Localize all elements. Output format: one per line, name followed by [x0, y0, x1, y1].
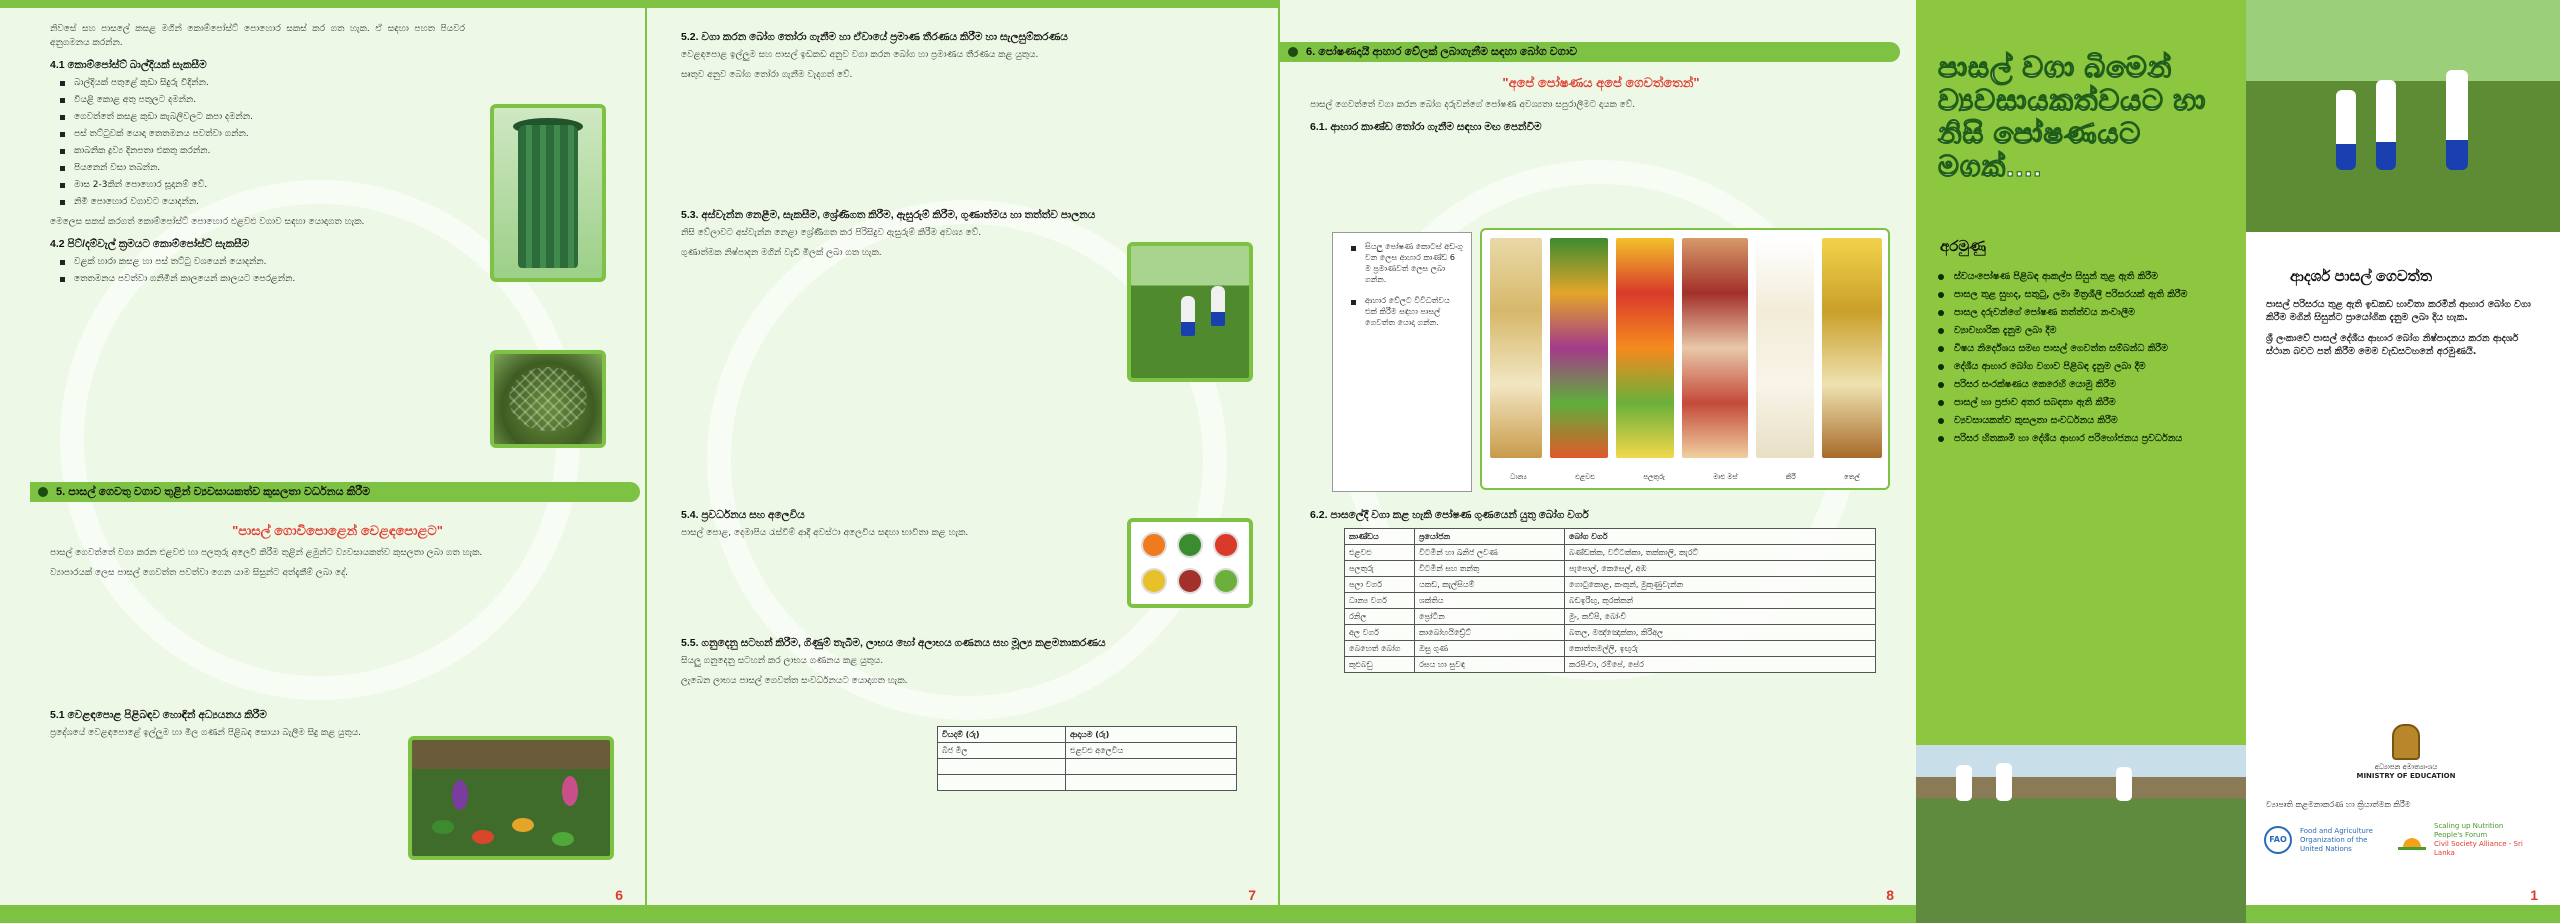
food-label: එළවළු: [1575, 473, 1595, 481]
partner-logos: [2264, 818, 2540, 862]
list-item: පස් තට්ටුවක් යොදා තෙතමනය පවත්වා ගන්න.: [50, 127, 465, 141]
list-item: වළක් හාරා කසළ හා පස් තට්ටු වශයෙන් යොදන්න.: [50, 255, 465, 269]
paragraph: පාසල් පරිසරය තුළ ඇති ඉඩකඩ භාවිතා කරමින් ආහාර බෝග වගා කිරීම මගින් සිසුන්ට ප්‍රායෝගික දැනුම ලබා දිය හැක.: [2266, 299, 2531, 323]
page-number: 7: [1248, 887, 1256, 903]
cover-intro: [2266, 298, 2536, 366]
section-5-1-content: [50, 700, 405, 746]
table-cell: බීජ මිල: [938, 743, 1066, 759]
bullet-icon: [38, 487, 48, 497]
heading-6-2-wrap: [1310, 500, 1892, 526]
students-watering-photo: [2246, 0, 2560, 232]
food-label: ධාන්‍ය: [1510, 473, 1527, 481]
list-item: කාබනික ද්‍රව්‍ය දිනපතා එකතු කරන්න.: [50, 144, 465, 158]
page-6-content: [50, 22, 465, 292]
heading-5-3: 5.3. අස්වැන්න නෙළීම, සැකසීම, ශ්‍රේණිගත කිරීම, ඇසුරුම් කිරීම, ගුණාත්මය හා තත්ත්ව පාලනය: [681, 209, 1096, 221]
paragraph: පාසල් පොළ, දෙමාපිය රැස්වීම් ආදී අවස්ථා අලෙවිය සඳහා භාවිතා කළ හැක.: [681, 528, 969, 538]
table-cell: [1066, 759, 1237, 775]
slogan: "පාසල් ගොවිපොළෙන් වෙළඳපොළට": [232, 523, 443, 538]
objective-item: පරිසර සංරක්ෂණය කෙරෙහි යොමු කිරීම: [1934, 378, 2230, 391]
vegetable-market-photo: [408, 736, 614, 860]
bottom-bar: [647, 905, 1278, 923]
table-header: ආදායම (රු): [1066, 727, 1237, 743]
list-item: බාල්දියක් පතුළේ කුඩා සිදුරු විදින්න.: [50, 76, 465, 90]
section-5-title: 5. පාසල් ගෙවතු වගාව තුළින් ව්‍යවසායකත්ව කුසලතා වර්ධනය කිරීම: [56, 486, 371, 498]
table-cell: එළවළු: [1345, 545, 1415, 561]
table-cell: ගොටුකොළ, කංකුන්, මුකුණුවැන්න: [1565, 577, 1876, 593]
cover-title: පාසල් වගා බිමෙන් ව්‍යවසායකත්වයට හා නිසි පෝෂණයට මගක්....: [1938, 52, 2207, 183]
page-8-content: [1310, 70, 1892, 138]
table-row: [1345, 641, 1876, 657]
table-cell: ධාන්‍ය වර්ග: [1345, 593, 1415, 609]
table-cell: එළවළු අලෙවිය: [1066, 743, 1237, 759]
table-row: [1345, 609, 1876, 625]
list-item: මාස 2-3කින් පොහොර සූදානම් වේ.: [50, 178, 465, 192]
page-1-front-cover: [2246, 0, 2560, 923]
sun-title: Scaling up Nutrition People's Forum: [2434, 822, 2504, 839]
ministry-name-english: MINISTRY OF EDUCATION: [2356, 772, 2456, 780]
list-item: සියලු පෝෂණ කොටස් අඩංගු වන ලෙස ආහාර කාණ්ඩ 6 ම ප්‍රමාණවත් ලෙස ලබා ගන්න.: [1341, 241, 1463, 285]
table-cell: ප්‍රෝටීන: [1415, 609, 1565, 625]
heading-5-5: 5.5. ගනුදෙනු සටහන් කිරීම, ගිණුම් තැබීම, ලාභය හෝ අලාභය ගණනය සහ මූල්‍ය කළමනාකරණය: [681, 637, 1106, 649]
vegetable-bowls-photo: [1127, 518, 1253, 608]
table-row: [1345, 577, 1876, 593]
page-number: 8: [1886, 887, 1894, 903]
page-6: [0, 0, 645, 923]
table-row: [1345, 545, 1876, 561]
table-cell: යකඩ, කැල්සියම්: [1415, 577, 1565, 593]
heading-5-2: 5.2. වගා කරන බෝග තෝරා ගැනීම හා ඒවායේ ප්‍රමාණ තීරණය කිරීම හා සැලසුම්කරණය: [681, 31, 1068, 43]
objective-item: ව්‍යාවහාරික දැනුම ලබා දීම: [1934, 324, 2230, 337]
page-7: [645, 0, 1278, 923]
ministry-of-education-logo: [2346, 724, 2466, 781]
table-cell: රසය හා සුවඳ: [1415, 657, 1565, 673]
paragraph: පාසල් ගෙවත්තේ වගා කරන බෝග දරුවන්ගේ පෝෂණ අවශ්‍යතා සපුරාලීමට දායක වේ.: [1310, 100, 1636, 110]
table-cell: විටමින් සහ තන්තු: [1415, 561, 1565, 577]
table-cell: විටමින් හා ඛනිජ ලවණ: [1415, 545, 1565, 561]
table-cell: අල වර්ග: [1345, 625, 1415, 641]
list-item: පියනෙන් වසා තබන්න.: [50, 161, 465, 175]
page-8: [1278, 0, 1916, 923]
page-7-content-55: [681, 628, 1254, 694]
table-row: [1345, 593, 1876, 609]
objective-item: පරිසර හිතකාමී හා දේශීය ආහාර පරිභෝජනය ප්‍රවර්ධනය: [1934, 432, 2230, 445]
paragraph: සියලු ගනුදෙනු සටහන් කර ලාභය ගණනය කළ යුතුය.: [681, 656, 884, 666]
objective-item: ස්වයංපෝෂණ පිළිබඳ ආකල්ප සිසුන් තුළ ඇති කිරීම: [1934, 270, 2230, 283]
page-number: 1: [2530, 887, 2538, 903]
table-cell: ඔසු ගුණ: [1415, 641, 1565, 657]
list-4-1: [50, 76, 465, 209]
table-cell: [938, 759, 1066, 775]
food-label-row: [1486, 473, 1884, 482]
heading-4-1: 4.1 කොම්පෝස්ට් බාල්දියක් සැකසීම: [50, 59, 207, 71]
food-group-note-box: [1332, 232, 1472, 492]
bullet-icon: [1288, 47, 1298, 57]
compost-pit-photo: [490, 350, 606, 448]
table-row: [1345, 561, 1876, 577]
table-cell: රනිල: [1345, 609, 1415, 625]
table-cell: [1066, 775, 1237, 791]
list-4-2: [50, 255, 465, 286]
table-cell: ශක්තිය: [1415, 593, 1565, 609]
objective-item: පාසල දරුවන්ගේ පෝෂණ තත්ත්වය නංවාලීම: [1934, 306, 2230, 319]
list-item: තෙතමනය පවත්වා ගනිමින් කාලයෙන් කාලයට පෙරළන්න.: [50, 272, 465, 286]
section-5-content: [50, 518, 625, 586]
fao-name: Food and Agriculture Organization of the United Nations: [2300, 826, 2373, 853]
crop-nutrition-table: [1344, 528, 1876, 673]
top-bar: [0, 0, 645, 8]
department-label: ව්‍යාපෘති කළමනාකරණ හා ක්‍රියාත්මක කිරීම: [2266, 800, 2411, 809]
paragraph: ව්‍යාපාරයක් ලෙස පාසල් ගෙවත්ත පවත්වා ගෙන යාම සිසුන්ට අත්දැකීම් ලබා දේ.: [50, 568, 348, 578]
table-cell: මුං, කව්පි, බෝංචි: [1565, 609, 1876, 625]
table-cell: [938, 775, 1066, 791]
mini-ledger-table: [937, 726, 1237, 791]
paragraph: ප්‍රදේශයේ වෙළඳපොළේ ඉල්ලුම හා මිල ගණන් පිළිබඳ සොයා බැලීම සිදු කළ යුතුය.: [50, 728, 362, 738]
page-7-content-53: [681, 200, 1128, 266]
table-cell: බඩඉරිඟු, කුරක්කන්: [1565, 593, 1876, 609]
food-label: මාළු මස්: [1713, 473, 1738, 481]
heading-5-4: 5.4. ප්‍රවර්ධනය සහ අලෙවිය: [681, 509, 805, 521]
table-header: වියදම් (රු): [938, 727, 1066, 743]
table-cell: පැපොල්, කෙසෙල්, අඹ: [1565, 561, 1876, 577]
section-6-title: 6. පෝෂණදායී ආහාර වේලක් ලබාගැනීම සඳහා බෝග වගාව: [1306, 46, 1578, 58]
objectives-list: [1934, 270, 2230, 450]
paragraph: වෙළඳපොළ ඉල්ලුම සහ පාසල් ඉඩකඩ අනුව වගා කරන බෝග හා ප්‍රමාණය තීරණය කළ යුතුය.: [681, 50, 1039, 60]
food-label: තෙල්: [1843, 473, 1860, 481]
list-item: වියළි කොළ අතු පතුලට දමන්න.: [50, 93, 465, 107]
table-cell: කොත්තමල්ලි, ඉඟුරු: [1565, 641, 1876, 657]
objective-item: විෂය නිර්දේශය සමඟ පාසල් ගෙවත්ත සම්බන්ධ කිරීම: [1934, 342, 2230, 355]
paragraph: ගුණාත්මක නිෂ්පාදන මගින් වැඩි මිලක් ලබා ගත හැක.: [681, 248, 882, 258]
national-emblem-icon: [2392, 724, 2420, 760]
paragraph: නිවසේ සහ පාසලේ කසළ මගින් කොම්පෝස්ට් පොහොර සකස් කර ගත හැක. ඒ සඳහා පහත පියවර අනුගමනය කරන්න.: [50, 24, 465, 48]
objective-item: ව්‍යවසායකත්ව කුසලතා සංවර්ධනය කිරීම: [1934, 414, 2230, 427]
list-item: ආහාර වේලට විවිධත්වය එක් කිරීම සඳහා පාසල් ගෙවත්ත යොදා ගන්න.: [1341, 295, 1463, 328]
sun-name: [2434, 822, 2534, 858]
objective-item: පාසල් හා ප්‍රජාව අතර සබඳතා ඇති කිරීම: [1934, 396, 2230, 409]
list-item: ගෙවත්තේ කසළ කුඩා කැබලිවලට කපා දමන්න.: [50, 110, 465, 124]
table-header: ප්‍රයෝජන: [1415, 529, 1565, 545]
heading-6-2: 6.2. පාසලේදී වගා කළ හැකි පෝෂණ ගුණයෙන් යුතු බෝග වර්ග: [1310, 509, 1589, 521]
page-7-content-top: [681, 22, 1254, 88]
objective-item: පාසල තුළ සුහද, සතුටු, ලමා මිත්‍රශීලී පරිසරයක් ඇති කිරීම: [1934, 288, 2230, 301]
table-cell: කාබෝහයිඩ්‍රේට්: [1415, 625, 1565, 641]
compost-bin-photo: [490, 104, 606, 282]
paragraph: පාසල් ගෙවත්තේ වගා කරන එළවළු හා පලතුරු අලෙවි කිරීම තුළින් ළමුන්ට ව්‍යවසායකත්ව කුසලතා ලබා ගත හැක.: [50, 548, 483, 558]
heading-6-1: 6.1. ආහාර කාණ්ඩ තෝරා ගැනීම සඳහා මඟ පෙන්වීම: [1310, 121, 1542, 133]
table-cell: බණ්ඩක්ක, වට්ටක්කා, තක්කාලි, කැරට්: [1565, 545, 1876, 561]
food-label: කිරි: [1785, 473, 1796, 481]
table-row: [1345, 657, 1876, 673]
paragraph: සෘතුව අනුව බෝග තෝරා ගැනීම වැදගත් වේ.: [681, 70, 853, 80]
paragraph: ලැබෙන ලාභය පාසල් ගෙවත්ත සංවර්ධනයට යොදාගත හැක.: [681, 676, 908, 686]
slogan: "අපේ පෝෂණය අපේ ගෙවත්තෙන්": [1502, 75, 1700, 90]
bottom-bar: [2246, 905, 2560, 923]
section-6-header: [1280, 42, 1900, 62]
table-cell: බතල, මඤ්ඤොක්කා, කිරිඅල: [1565, 625, 1876, 641]
table-cell: කුළුබඩු: [1345, 657, 1415, 673]
list-item: නිමි පොහොර වගාවට යොදන්න.: [50, 195, 465, 209]
page-number: 6: [615, 887, 623, 903]
heading-4-2: 4.2 පිට්/දම්වැල් ක්‍රමයට කොම්පෝස්ට් සැකසීම: [50, 238, 250, 250]
ministry-name-sinhala: අධ්‍යාපන අමාත්‍යාංශය: [2374, 763, 2438, 771]
sun-subtitle: Civil Society Alliance - Sri Lanka: [2434, 840, 2523, 857]
table-cell: කරපිංචා, රම්පේ, සේර: [1565, 657, 1876, 673]
table-row: [1345, 625, 1876, 641]
table-header: කාණ්ඩය: [1345, 529, 1415, 545]
table-cell: බෙහෙත් බෝග: [1345, 641, 1415, 657]
paragraph: ශ්‍රී ලංකාවේ පාසල් දේශීය ආහාර බෝග නිෂ්පාදනය කරන ආදර්ශ ස්ථාන බවට පත් කිරීම මෙම වැඩසටහනේ අරමුණයි.: [2266, 333, 2519, 357]
fao-logo-icon: FAO: [2264, 826, 2292, 854]
section-5-header: [30, 482, 640, 502]
table-cell: පලතුරු: [1345, 561, 1415, 577]
top-bar: [647, 0, 1278, 8]
table-cell: පලා වර්ග: [1345, 577, 1415, 593]
heading-5-1: 5.1 වෙළඳපොළ පිළිබඳව හොඳින් අධ්‍යයනය කිරීම: [50, 709, 267, 721]
cover-green-panel: [1916, 0, 2246, 923]
food-groups-chart: [1480, 228, 1890, 490]
objective-item: දේශීය ආහාර බෝග වගාව පිළිබඳ දැනුම ලබා දීම: [1934, 360, 2230, 373]
garden-children-photo: [1127, 242, 1253, 382]
table-header: බෝග වර්ග: [1565, 529, 1876, 545]
paragraph: මෙලෙස සකස් කරගත් කොම්පෝස්ට් පොහොර එළවළු වගාව සඳහා යොදාගත හැක.: [50, 217, 365, 227]
school-garden-photo: [1916, 745, 2246, 923]
model-garden-title: ආදර්ශ පාසල් ගෙවත්ත: [2290, 268, 2433, 285]
bottom-bar: [0, 905, 645, 923]
page-7-content-54: [681, 500, 1128, 546]
objectives-heading: අරමුණු: [1940, 238, 1986, 255]
note-list: [1341, 241, 1463, 328]
food-label: පලතුරු: [1643, 473, 1665, 481]
paragraph: නිසි වේලාවට අස්වැන්න නෙළා ශ්‍රේණිගත කර පිරිසිදුව ඇසුරුම් කිරීම අවශ්‍ය වේ.: [681, 228, 982, 238]
bottom-bar: [1280, 905, 1916, 923]
sun-logo-icon: [2398, 830, 2426, 850]
